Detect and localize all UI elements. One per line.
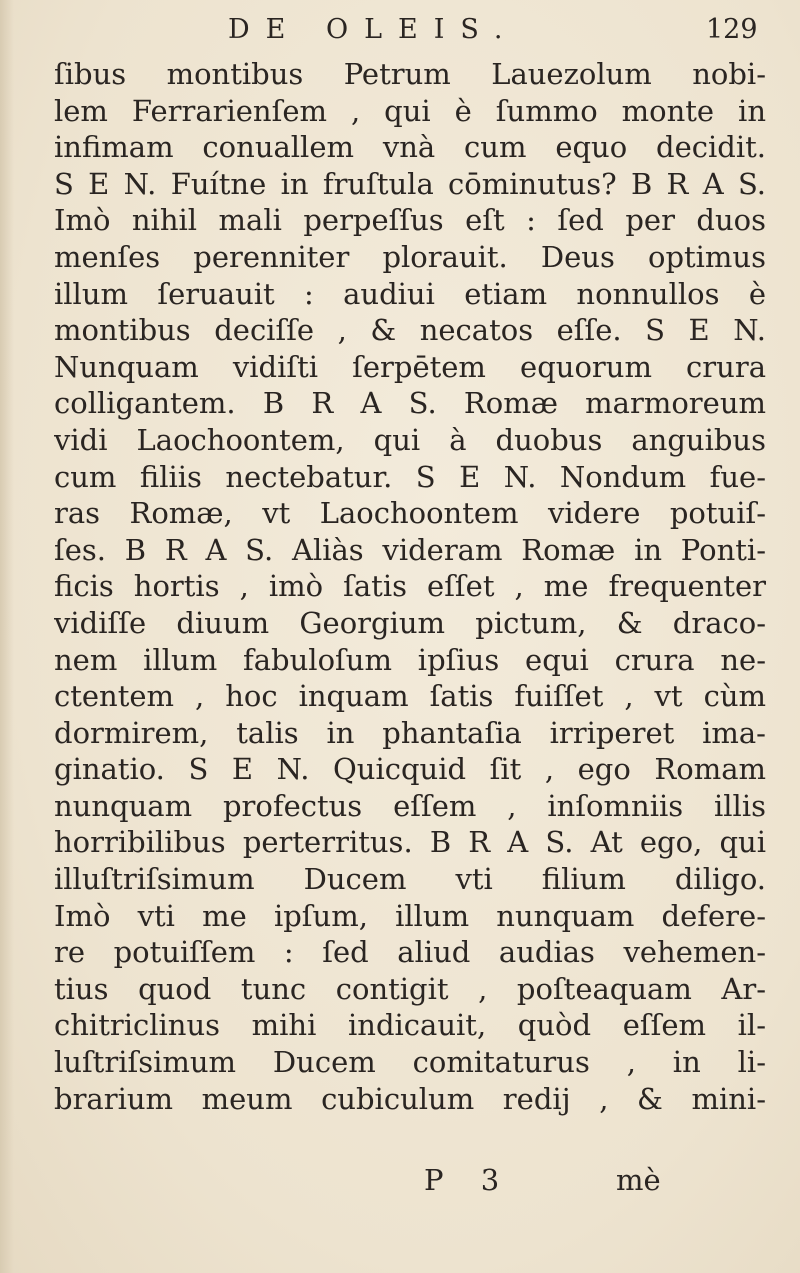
text-line: ſibus montibus Petrum Lauezolum nobi- xyxy=(54,57,766,91)
text-line: cum filiis nectebatur. S E N. Nondum fue- xyxy=(54,459,766,494)
text-line: infimam conuallem vnà cum equo decidit. xyxy=(54,130,766,165)
text-line: nem illum fabuloſum ipſius equi crura ne- xyxy=(54,642,766,677)
text-line: menſes perenniter plorauit. Deus optimus xyxy=(54,239,766,274)
text-line: ficis hortis , imò ſatis eſſet , me frequenter xyxy=(54,569,766,604)
text-line: montibus deciſſe , & necatos eſſe. S E N. xyxy=(54,313,766,348)
running-head xyxy=(0,14,800,46)
text-line: colligantem. B R A S. Romæ marmoreum xyxy=(54,386,766,421)
running-head-title: DE OLEIS. xyxy=(228,14,519,45)
text-line: horribilibus perterritus. B R A S. At ego, qui xyxy=(54,825,766,860)
catchword: mè xyxy=(616,1163,661,1197)
text-line: vidiſſe diuum Georgium pictum, & draco- xyxy=(54,605,766,640)
text-line: chitriclinus mihi indicauit, quòd eſſem il- xyxy=(54,1008,766,1043)
text-line: re potuiſſem : ſed aliud audias vehemen- xyxy=(54,935,766,970)
text-line: brarium meum cubiculum redij , & mini- xyxy=(54,1081,766,1116)
text-line: nunquam profectus eſſem , inſomniis illis xyxy=(54,788,766,823)
text-line: ginatio. S E N. Quicquid ſit , ego Romam xyxy=(54,752,766,787)
text-line: ſes. B R A S. Aliàs videram Romæ in Ponti- xyxy=(54,532,766,567)
signature-mark: P 3 xyxy=(424,1163,514,1197)
text-line: ctentem , hoc inquam ſatis fuiſſet , vt cùm xyxy=(54,679,766,714)
text-line: Nunquam vidiſti ſerpētem equorum crura xyxy=(54,349,766,384)
text-line: dormirem, talis in phantaſia irriperet ima- xyxy=(54,715,766,750)
text-line: luſtriſsimum Ducem comitaturus , in li- xyxy=(54,1045,766,1080)
text-line: illuſtriſsimum Ducem vti filium diligo. xyxy=(54,862,766,897)
page-gutter-shadow xyxy=(0,0,14,1273)
text-line: vidi Laochoontem, qui à duobus anguibus xyxy=(54,422,766,457)
page-footer xyxy=(0,1163,800,1203)
text-line: S E N. Fuítne in fruſtula cōminutus? B R A S. xyxy=(54,166,766,201)
text-block xyxy=(54,56,766,1117)
text-line: Imò vti me ipſum, illum nunquam defere- xyxy=(54,898,766,933)
text-line: lem Ferrarienſem , qui è ſummo monte in xyxy=(54,93,766,128)
text-line: tius quod tunc contigit , poſteaquam Ar- xyxy=(54,971,766,1006)
page-number: 129 xyxy=(706,14,758,45)
text-line: illum ſeruauit : audiui etiam nonnullos è xyxy=(54,276,766,311)
text-line: ras Romæ, vt Laochoontem videre potuiſ- xyxy=(54,496,766,531)
text-line: Imò nihil mali perpeſſus eſt : ſed per duos xyxy=(54,203,766,238)
